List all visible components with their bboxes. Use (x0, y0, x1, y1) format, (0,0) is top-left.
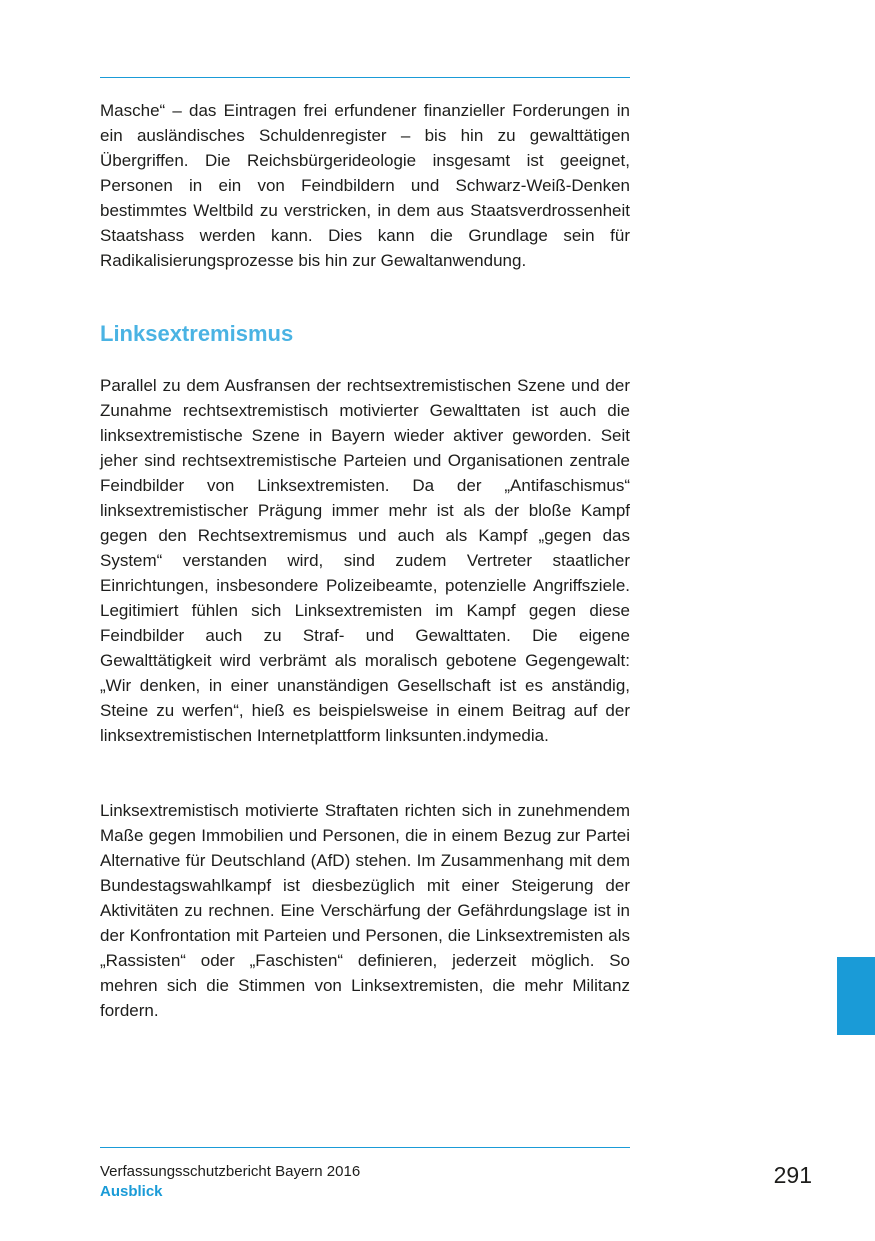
intro-paragraph: Masche“ – das Eintragen frei erfundener finanzieller Forderungen in ein ausländisches Schuldenregister – bis hin zu gewalttätigen Übergriffen. Die Reichsbürgerideologie insgesamt ist geeignet, Personen in ein von Feindbildern und Schwarz-Weiß-Denken bestimmtes Weltbild zu verstricken, in dem aus Staatsverdrossenheit Staatshass werden kann. Dies kann die Grundlage sein für Radikalisierungsprozesse bis hin zur Gewaltanwendung. (100, 101, 630, 270)
footer-section-name: Ausblick (100, 1183, 163, 1200)
page-number: 291 (773, 1162, 812, 1188)
footer-divider-line (100, 1147, 630, 1148)
section-heading: Linksextremismus (100, 321, 294, 346)
top-divider-line (100, 77, 630, 78)
body-paragraph-1: Parallel zu dem Ausfransen der rechtsextremistischen Szene und der Zunahme rechtsextremistisch motivierter Gewalttaten ist auch die linksextremistische Szene in Bayern wieder aktiver geworden. Seit jeher sind rechtsextremistische Parteien und Organisationen zentrale Feindbilder von Linksextremisten. Da der „Antifaschismus“ linksextremistischer Prägung immer mehr ist als der bloße Kampf gegen den Rechtsextremismus und auch als Kampf „gegen das System“ verstanden wird, sind zudem Vertreter staatlicher Einrichtungen, insbesondere Polizeibeamte, potenzielle Angriffsziele. Legitimiert fühlen sich Linksextremisten im Kampf gegen diese Feindbilder auch zu Straf- und Gewalttaten. Die eigene Gewalttätigkeit wird verbrämt als moralisch gebotene Gegengewalt: „Wir denken, in einer unanständigen Gesellschaft ist es anständig, Steine zu werfen“, hieß es beispielsweise in einem Beitrag auf der linksextremistischen Internetplattform linksunten.indymedia. (100, 376, 630, 745)
footer-publication-title: Verfassungsschutzbericht Bayern 2016 (100, 1163, 361, 1180)
chapter-tab-marker (837, 957, 875, 1035)
body-paragraph-2: Linksextremistisch motivierte Straftaten richten sich in zunehmendem Maße gegen Immobilien und Personen, die in einem Bezug zur Partei Alternative für Deutschland (AfD) stehen. Im Zusammenhang mit dem Bundestagswahlkampf ist diesbezüglich mit einer Steigerung der Aktivitäten zu rechnen. Eine Verschärfung der Gefährdungslage ist in der Konfrontation mit Parteien und Personen, die Linksextremisten als „Rassisten“ oder „Faschisten“ definieren, jederzeit möglich. So mehren sich die Stimmen von Linksextremisten, die mehr Militanz fordern. (100, 801, 630, 1020)
